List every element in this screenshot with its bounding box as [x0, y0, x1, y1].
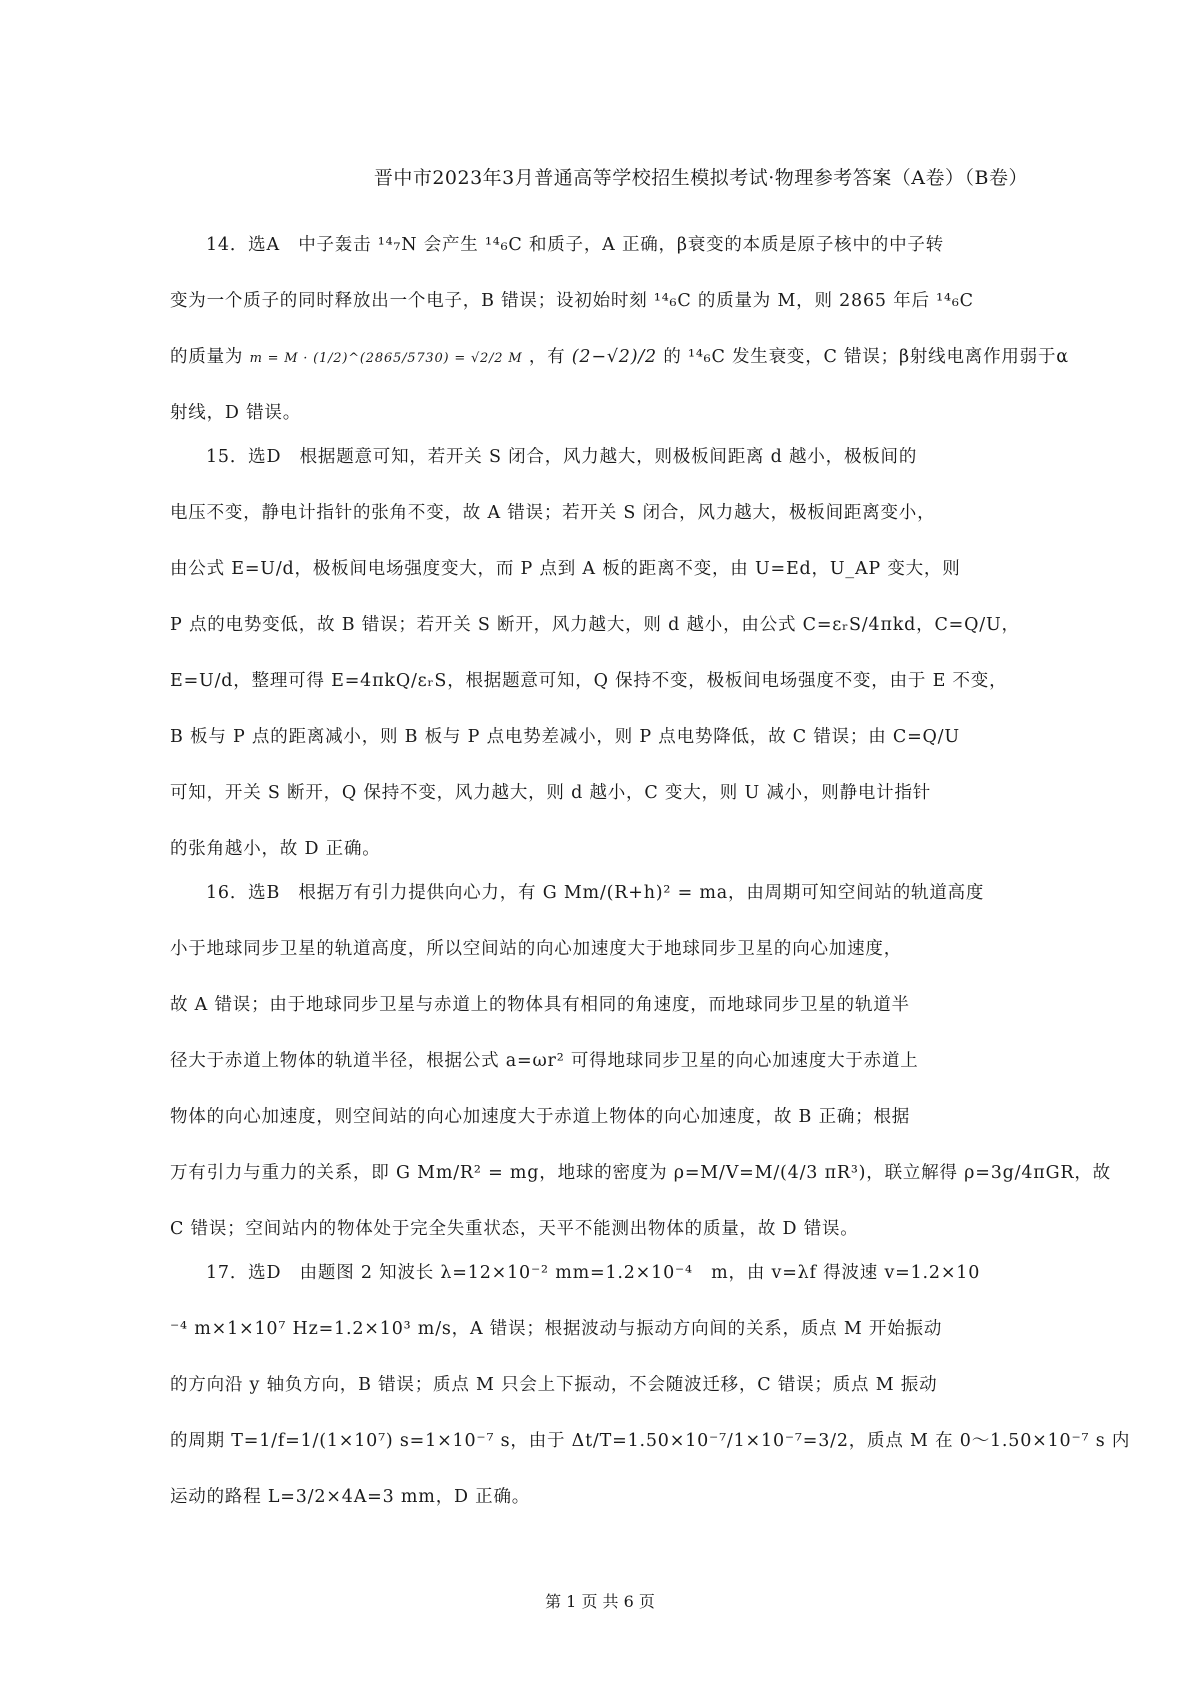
answer-17 — [170, 1256, 1131, 1514]
answer-14-mass-label: 的质量为 — [170, 347, 244, 367]
answer-16 — [170, 876, 1111, 1246]
answer-15-line-8: 的张角越小，故 D 正确。 — [170, 839, 381, 859]
answer-17-line-1: 17．选D 由题图 2 知波长 λ=12×10⁻² mm=1.2×10⁻⁴ m，由 v=λf 得波速 v=1.2×10 — [206, 1263, 981, 1283]
answer-14-mass-formula: m = M · (1/2)^(2865/5730) = √2/2 M — [249, 351, 523, 366]
answer-14 — [170, 228, 1069, 430]
answer-14-fraction: (2−√2)/2 — [571, 347, 657, 367]
answer-14-line-1: 14．选A 中子轰击 ¹⁴₇N 会产生 ¹⁴₆C 和质子，A 正确，β衰变的本质是原子核中的中子转 — [206, 235, 944, 255]
answer-17-line-4: 的周期 T=1/f=1/(1×10⁷) s=1×10⁻⁷ s，由于 Δt/T=1.50×10⁻⁷/1×10⁻⁷=3/2，质点 M 在 0～1.50×10⁻⁷ s 内 — [170, 1431, 1131, 1451]
answer-17-line-2: ⁻⁴ m×1×10⁷ Hz=1.2×10³ m/s，A 错误；根据波动与振动方向间的关系，质点 M 开始振动 — [170, 1319, 943, 1339]
answer-16-line-1: 16．选B 根据万有引力提供向心力，有 G Mm/(R+h)² = ma，由周期可知空间站的轨道高度 — [206, 883, 985, 903]
answer-16-line-3: 故 A 错误；由于地球同步卫星与赤道上的物体具有相同的角速度，而地球同步卫星的轨道半 — [170, 995, 910, 1015]
answer-15-line-6: B 板与 P 点的距离减小，则 B 板与 P 点电势差减小，则 P 点电势降低，故 C 错误；由 C=Q/U — [170, 727, 960, 747]
page-number: 第 1 页 共 6 页 — [545, 1592, 655, 1611]
answer-15 — [170, 440, 1028, 866]
answer-16-line-2: 小于地球同步卫星的轨道高度，所以空间站的向心加速度大于地球同步卫星的向心加速度， — [170, 939, 902, 959]
answer-14-text-c: 的 ¹⁴₆C 发生衰变，C 错误；β射线电离作用弱于α — [663, 347, 1069, 367]
answer-14-line-2: 变为一个质子的同时释放出一个电子，B 错误；设初始时刻 ¹⁴₆C 的质量为 M，则 2865 年后 ¹⁴₆C — [170, 291, 974, 311]
answer-14-line-4: 射线，D 错误。 — [170, 403, 301, 423]
answer-15-line-4: P 点的电势变低，故 B 错误；若开关 S 断开，风力越大，则 d 越小，由公式 C=εᵣS/4πkd，C=Q/U， — [170, 615, 1020, 635]
answer-15-line-5: E=U/d，整理可得 E=4πkQ/εᵣS，根据题意可知，Q 保持不变，极板间电场强度不变，由于 E 不变， — [170, 671, 1008, 691]
answer-15-line-1: 15．选D 根据题意可知，若开关 S 闭合，风力越大，则极板间距离 d 越小，极板间的 — [206, 447, 918, 467]
answer-16-line-4: 径大于赤道上物体的轨道半径，根据公式 a=ωr² 可得地球同步卫星的向心加速度大于赤道上 — [170, 1051, 919, 1071]
answer-14-line-3 — [170, 340, 1069, 374]
answer-15-line-3: 由公式 E=U/d，极板间电场强度变大，而 P 点到 A 板的距离不变，由 U=Ed，U_AP 变大，则 — [170, 559, 961, 579]
answer-17-line-3: 的方向沿 y 轴负方向，B 错误；质点 M 只会上下振动，不会随波迁移，C 错误；质点 M 振动 — [170, 1375, 938, 1395]
answer-16-line-5: 物体的向心加速度，则空间站的向心加速度大于赤道上物体的向心加速度，故 B 正确；根据 — [170, 1107, 911, 1127]
answer-15-line-7: 可知，开关 S 断开，Q 保持不变，风力越大，则 d 越小，C 变大，则 U 减小，则静电计指针 — [170, 783, 932, 803]
answer-17-line-5: 运动的路程 L=3/2×4A=3 mm，D 正确。 — [170, 1487, 531, 1507]
answer-14-text-b: ，有 — [528, 347, 566, 367]
page-title: 晋中市2023年3月普通高等学校招生模拟考试·物理参考答案（A卷）（B卷） — [373, 167, 1028, 189]
answer-16-line-7: C 错误；空间站内的物体处于完全失重状态，天平不能测出物体的质量，故 D 错误。 — [170, 1219, 859, 1239]
answer-16-line-6: 万有引力与重力的关系，即 G Mm/R² = mg，地球的密度为 ρ=M/V=M/(4/3 πR³)，联立解得 ρ=3g/4πGR，故 — [170, 1163, 1111, 1183]
answer-body — [170, 228, 1131, 1524]
answer-15-line-2: 电压不变，静电计指针的张角不变，故 A 错误；若开关 S 闭合，风力越大，极板间距离变小， — [170, 503, 936, 523]
